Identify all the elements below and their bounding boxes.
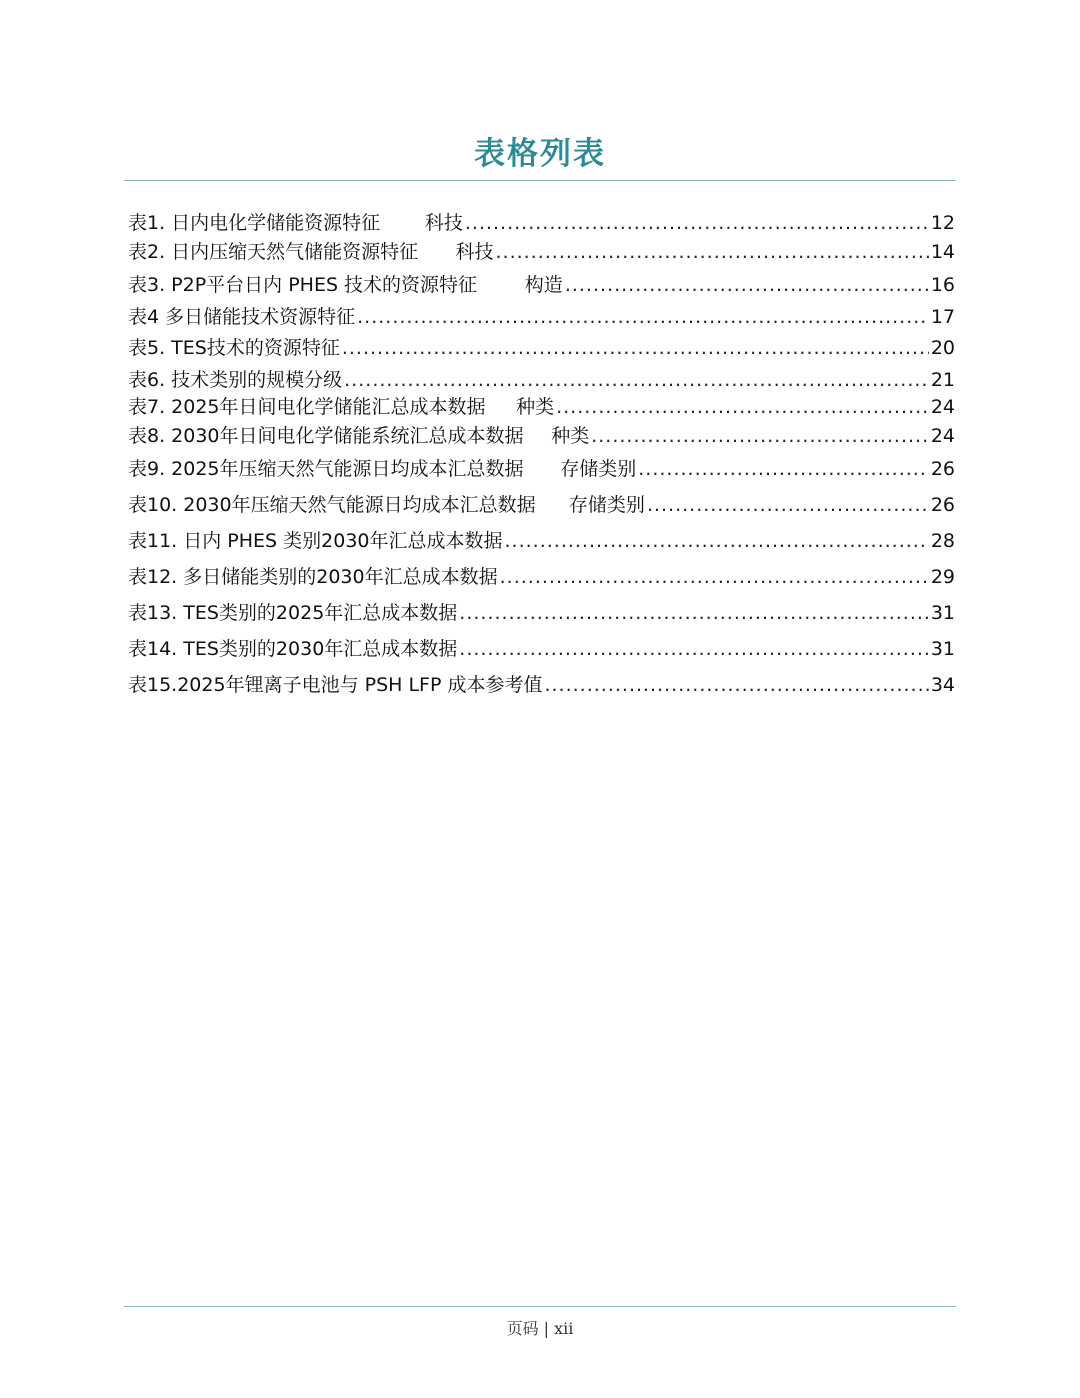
dot-leader: [638, 458, 929, 480]
toc-entry[interactable]: [128, 270, 955, 296]
toc-entry-page: 28: [930, 530, 955, 552]
toc-entry[interactable]: [128, 333, 955, 359]
toc-entry-suffix: 科技: [455, 241, 494, 263]
toc-entry-label: 表2. 日内压缩天然气储能资源特征: [128, 241, 419, 263]
dot-leader: [459, 602, 929, 624]
toc-entry-label: 表8. 2030年日间电化学储能系统汇总成本数据: [128, 425, 524, 447]
toc-entry-page: 20: [930, 337, 955, 359]
toc-entry-page: 26: [930, 494, 955, 516]
toc-entry-label: 表15.2025年锂离子电池与 PSH LFP 成本参考值: [128, 674, 543, 696]
dot-leader: [342, 337, 929, 359]
toc-entry-label: 表13. TES类别的2025年汇总成本数据: [128, 602, 458, 624]
toc-entry-page: 31: [930, 638, 955, 660]
toc-entry-suffix: 科技: [424, 212, 463, 234]
toc-entry[interactable]: [128, 490, 955, 516]
toc-entry[interactable]: [128, 634, 955, 660]
dot-leader: [556, 396, 929, 418]
toc-entry-suffix: 存储类别: [568, 494, 645, 516]
toc-entry[interactable]: [128, 421, 955, 447]
toc-entry-page: 24: [930, 425, 955, 447]
dot-leader: [500, 566, 929, 588]
dot-leader: [647, 494, 929, 516]
toc-entry-page: 29: [930, 566, 955, 588]
toc-entry-suffix: 种类: [516, 396, 555, 418]
dot-leader: [544, 674, 928, 696]
toc-entry-page: 17: [930, 306, 955, 328]
toc-entry[interactable]: [128, 302, 955, 328]
toc-entry-label: 表4 多日储能技术资源特征: [128, 306, 356, 328]
page-footer: [0, 1316, 1080, 1339]
footer-divider: [124, 1306, 956, 1307]
dot-leader: [505, 530, 929, 552]
toc-entry[interactable]: [128, 598, 955, 624]
toc-entry-label: 表3. P2P平台日内 PHES 技术的资源特征: [128, 274, 478, 296]
toc-entry-label: 表6. 技术类别的规模分级: [128, 369, 343, 391]
toc-entry-label: 表10. 2030年压缩天然气能源日均成本汇总数据: [128, 494, 536, 516]
title-divider: [124, 180, 956, 181]
toc-entry[interactable]: [128, 365, 955, 391]
toc-entry-page: 16: [930, 274, 955, 296]
toc-entry-page: 34: [930, 674, 955, 696]
dot-leader: [459, 638, 929, 660]
dot-leader: [591, 425, 929, 447]
toc-entry-page: 14: [930, 241, 955, 263]
toc-entry-page: 26: [930, 458, 955, 480]
toc-entry-page: 21: [930, 369, 955, 391]
footer-page-number: xii: [554, 1319, 574, 1338]
toc-entry-suffix: 种类: [551, 425, 590, 447]
toc-entry-suffix: 构造: [524, 274, 563, 296]
toc-entry-page: 12: [930, 212, 955, 234]
toc-entry-label: 表11. 日内 PHES 类别2030年汇总成本数据: [128, 530, 503, 552]
toc-entry-label: 表12. 多日储能类别的2030年汇总成本数据: [128, 566, 498, 588]
dot-leader: [357, 306, 929, 328]
toc-entry-label: 表9. 2025年压缩天然气能源日均成本汇总数据: [128, 458, 524, 480]
toc-entry-label: 表5. TES技术的资源特征: [128, 337, 340, 359]
toc-entry-page: 24: [930, 396, 955, 418]
toc-entry-label: 表14. TES类别的2030年汇总成本数据: [128, 638, 458, 660]
toc-entry-page: 31: [930, 602, 955, 624]
dot-leader: [344, 369, 929, 391]
toc-entry[interactable]: [128, 237, 955, 263]
toc-entry[interactable]: [128, 392, 955, 418]
toc-entry[interactable]: [128, 526, 955, 552]
footer-page-label: 页码: [506, 1319, 539, 1338]
dot-leader: [565, 274, 929, 296]
toc-entry-suffix: 存储类别: [560, 458, 637, 480]
footer-separator: |: [543, 1319, 550, 1338]
dot-leader: [495, 241, 928, 263]
toc-entry[interactable]: [128, 454, 955, 480]
toc-entry-label: 表7. 2025年日间电化学储能汇总成本数据: [128, 396, 486, 418]
dot-leader: [465, 212, 929, 234]
toc-entry[interactable]: [128, 562, 955, 588]
page-title: 表格列表: [474, 136, 606, 172]
toc-entry[interactable]: [128, 670, 955, 696]
toc-entry[interactable]: [128, 208, 955, 234]
toc-entry-label: 表1. 日内电化学储能资源特征: [128, 212, 381, 234]
